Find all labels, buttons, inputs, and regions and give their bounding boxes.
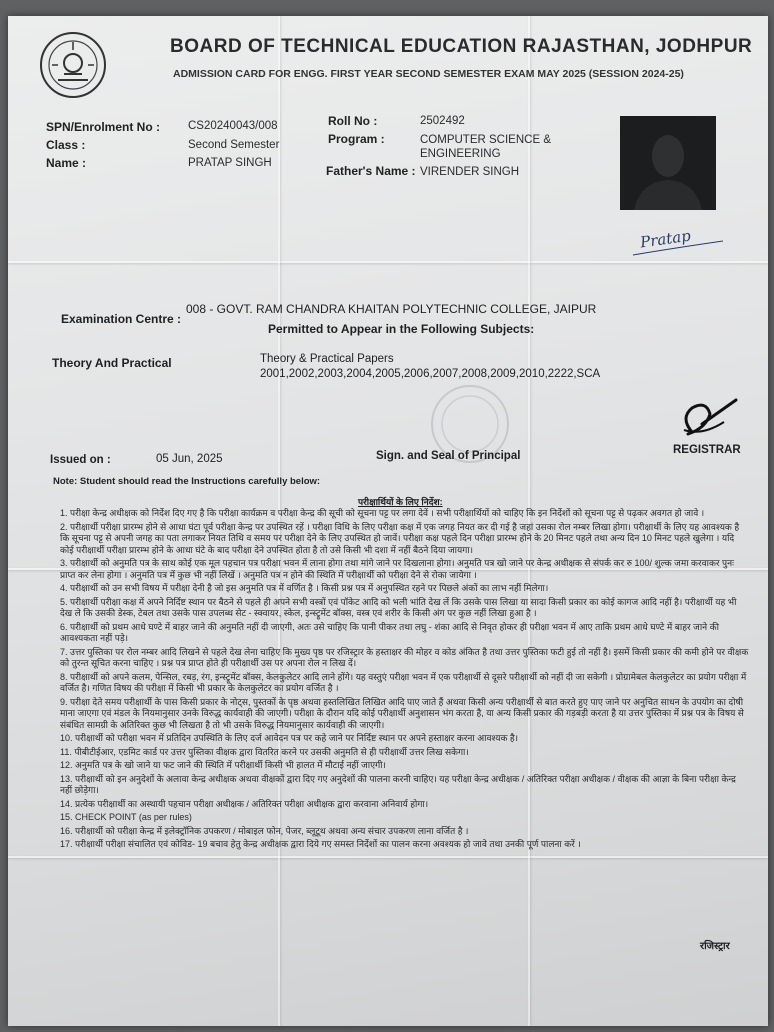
student-signature-text: Pratap — [638, 226, 692, 252]
father-value: VIRENDER SINGH — [420, 166, 520, 178]
instructions-heading: परीक्षार्थियों के लिए निर्देश: — [358, 497, 443, 507]
name-value: PRATAP SINGH — [188, 157, 272, 169]
program-value-line1: COMPUTER SCIENCE & — [420, 134, 551, 146]
instruction-item: 12. अनुमति पत्र के खो जाने या फट जाने की स्थिति में परीक्षार्थी किसी भी हालत में मौटाई नहीं जाएगी। — [60, 760, 386, 770]
bottom-registrar-label: रजिस्ट्रार — [700, 941, 730, 952]
instruction-item: 14. प्रत्येक परीक्षार्थी का अस्थायी पहचान परीक्षा अधीक्षक / अतिरिक्त परीक्षा अधीक्षक द्वारा करवाना अनिवार्य होगा। — [60, 798, 429, 809]
theory-label: Theory And Practical — [52, 356, 172, 370]
instruction-item: 4. परीक्षार्थी को उन सभी विषय में परीक्षा देनी है जो इस अनुमति पत्र में वर्णित है । किसी प्रश्न पत्र में अनुपस्थित रहने पर पिछले अंकों का लाभ नहीं मिलेगा। — [60, 583, 549, 593]
instruction-item: 11. पीबीटीईआर, एडमिट कार्ड पर उत्तर पुस्तिका वीक्षक द्वारा वितरित करने पर उसकी अनुमति से ही परीक्षार्थी उत्तर लिख सकेगा। — [60, 746, 469, 757]
papers-list: 2001,2002,2003,2004,2005,2006,2007,2008,2009,2010,2222,SCA — [260, 368, 601, 380]
registrar-signature — [662, 388, 752, 448]
centre-label: Examination Centre : — [61, 312, 182, 326]
name-label: Name : — [46, 156, 87, 170]
issued-date: 05 Jun, 2025 — [156, 453, 223, 465]
permitted-heading: Permitted to Appear in the Following Subjects: — [268, 322, 535, 336]
class-value: Second Semester — [188, 139, 280, 151]
instruction-item: 15. CHECK POINT (as per rules) — [60, 812, 192, 822]
board-logo-icon — [38, 30, 108, 100]
instruction-item: 17. परीक्षार्थी परीक्षा संचालित एवं कोविड- 19 बचाव हेतु केन्द्र अधीक्षक द्वारा दिये गए समस्त निर्देशों का पालन करना अवश्यक हो जावे तथा उनकी पूर्ण पालना करें । — [60, 839, 581, 849]
instruction-item: 1. परीक्षा केन्द्र अधीक्षक को निर्देश दिए गए है कि परीक्षा कार्यक्रम व परीक्षा केन्द्र की सूची को सूचना पट्ट पर लगा देवें । सभी परीक्षार्थियों को चाहिए कि इन निर्देशों को सूचना पट्ट से पढ़कर अवगत हो जावे । — [60, 508, 705, 518]
instruction-item: 3. परीक्षार्थी को अनुमति पत्र के साथ कोई एक मूल पहचान पत्र परीक्षा भवन में लाना होगा तथा मांगे जाने पर दिखलाना होगा। अनुमति पत्र खो जाने पर केन्द्र अधीक्षक से संपर्क कर रु 100/ शुल्क जमा करवाकर पुनः प्राप्त कर लेना होगा । अनुमति पत्र में कुछ भी नहीं लिखें । अनुमति पत्र न होने की स्थिति में परीक्षार्थी को परीक्षा देने से रोका जायेगा । — [60, 558, 734, 580]
program-label: Program : — [328, 132, 385, 146]
student-photo — [620, 116, 716, 210]
instruction-item: 8. परीक्षार्थी को अपने कलम, पेन्सिल, रबड़, रंग, इन्स्ट्रूमेंट बॉक्स, केलकुलेटर आदि लाने होंगे। यह वस्तुएं परीक्षा भवन में एक परीक्षार्थी से दूसरे परीक्षार्थी को नहीं दी जा सकेगी । प्रोग्रामेबल केलकुलेटर का प्रयोग परीक्षा में वर्जित है। गणित विषय की परीक्षा में किसी भी प्रकार के केलकुलेटर का प्रयोग वर्जित है । — [60, 671, 747, 693]
instructions-list — [60, 508, 750, 853]
roll-label: Roll No : — [328, 114, 378, 128]
principal-label: Sign. and Seal of Principal — [376, 450, 521, 462]
instruction-item: 13. परीक्षार्थी को इन अनुदेशों के अलावा केन्द्र अधीक्षक अथवा वीक्षकों द्वारा दिए गए अनुदेशों की पालना करनी चाहिए। यह परीक्षा केन्द्र अधीक्षक / अतिरिक्त परीक्षा अधीक्षक / वीक्षक की आज्ञा के बिना परीक्षा केन्द्र नहीं छोड़ेगा। — [60, 773, 736, 795]
instruction-item: 9. परीक्षा देते समय परीक्षार्थी के पास किसी प्रकार के नोट्स, पुस्तकों के पृष्ठ अथवा हस्तलिखित लिखित आदि पाए जाते हैं अथवा किसी अन्य परीक्षार्थी से बात करते हुए पाए जाने पर अनुचित साधन के उपयोग का दोषी माना जाएगा एवं मंडल के नियमानुसार उनके विरुद्ध कार्यवाही की जाएगी। परीक्षा के दौरान यदि कोई परीक्षार्थी अनुशासन भंग करता है, या अन्य किसी प्रकार की गड़बड़ी करता है या उत्तर पुस्तिका में प्रश्न पत्र के विषय से संबंधित सामग्री के अतिरिक्त कुछ भी लिखता है तो भी उसके विरुद्ध नियमानुसार कार्यवाही की जाएगी। — [60, 696, 744, 730]
admission-card — [8, 16, 768, 1026]
paper-fold — [8, 856, 768, 858]
centre-value: 008 - GOVT. RAM CHANDRA KHAITAN POLYTECHNIC COLLEGE, JAIPUR — [186, 302, 597, 316]
instruction-item: 6. परीक्षार्थी को प्रथम आधे घण्टे में बाहर जाने की अनुमति नहीं दी जाएगी, अतः उसे चाहिए कि पानी पीकर तथा लघु - शंका आदि से निवृत होकर ही परीक्षा भवन में आए ताकि प्रथम आधे घण्टे में बाहर जाने की आवश्यकता नहीं पड़े। — [60, 621, 719, 643]
program-value-line2: ENGINEERING — [420, 148, 501, 160]
spn-value: CS20240043/008 — [188, 120, 278, 132]
registrar-label: REGISTRAR — [673, 444, 741, 456]
issued-label: Issued on : — [50, 454, 111, 466]
papers-label: Theory & Practical Papers — [260, 353, 394, 365]
father-label: Father's Name : — [326, 164, 416, 178]
spn-label: SPN/Enrolment No : — [46, 120, 161, 134]
instruction-item: 2. परीक्षार्थी परीक्षा प्रारम्भ होने से आधा घंटा पूर्व परीक्षा केन्द्र पर उपस्थित रहें । परीक्षा विधि के लिए परीक्षा कक्ष में एक जगह नियत कर दी गई है जहां उसका रोल नम्बर लिखा होगा। परीक्षार्थी के लिए यह आवश्यक है कि सूचना पट्ट से अपनी जगह का पता लगाकर नियत तिथि व समय पर परीक्षा देने के लिए उपस्थित हो जावें। परीक्षा कक्ष पहले दिन परीक्षा प्रारम्भ होने के 20 मिनट पहले तथा अन्य दिन 10 मिनट पहले खुलेगा । यदि कोई परीक्षार्थी परीक्षा प्रारम्भ होने के आधा घंटे के बाद परीक्षा देने उपस्थित होता है तो उसे किसी भी दशा में नहीं बैठने दिया जायगा। — [60, 521, 740, 555]
paper-fold — [8, 261, 768, 263]
instruction-item: 7. उत्तर पुस्तिका पर रोल नम्बर आदि लिखने से पहले देख लेना चाहिए कि मुख्य पृष्ठ पर रजिस्ट्रार के हस्ताक्षर की मोहर व कोड अंकित है तथा उत्तर पुस्तिका फटी हुई तो नहीं है। इसमें किसी प्रकार की कमी होने पर वीक्षक को तुरन्त सूचित करना चाहिए । प्रश्न पत्र प्राप्त होते ही परीक्षार्थी उस पर अपना रोल न लिख दें। — [60, 646, 749, 668]
instruction-item: 10. परीक्षार्थी को परीक्षा भवन में प्रतिदिन उपस्थिति के लिए दर्ज आवेदन पत्र पर कहे जाने पर निर्दिष्ट स्थान पर अपने हस्ताक्षर करना आवश्यक है। — [60, 733, 519, 743]
board-title: BOARD OF TECHNICAL EDUCATION RAJASTHAN, JODHPUR — [170, 36, 753, 57]
instruction-item: 16. परीक्षार्थी को परीक्षा केन्द्र में इलेक्ट्रॉनिक उपकरण / मोबाइल फोन, पेजर, ब्लूटूथ अथवा अन्य संचार उपकरण लाना वर्जित है । — [60, 825, 469, 836]
card-subtitle: ADMISSION CARD FOR ENGG. FIRST YEAR SECOND SEMESTER EXAM MAY 2025 (SESSION 2024-25) — [173, 68, 684, 80]
instructions-note: Note: Student should read the Instructions carefully below: — [53, 476, 321, 487]
class-label: Class : — [46, 138, 86, 152]
roll-value: 2502492 — [420, 115, 465, 127]
instruction-item: 5. परीक्षार्थी परीक्षा कक्ष में अपने निर्दिष्ट स्थान पर बैठने से पहले ही अपने सभी वस्त्रों एवं पॉकेट आदि को भली भांति देख लें कि उसके पास लिखा या सादा किसी प्रकार का कोई कागज आदि नहीं है। परीक्षार्थी यह भी देख ले कि उसकी डेस्क, टेबल तथा उसके पास उपलब्ध सेट - स्क्वायर, स्केल, इन्स्ट्रूमेंट बॉक्स, वस्त्र एवं शरीर के किसी अंग पर कुछ नहीं लिखा हुआ है । — [60, 596, 737, 618]
